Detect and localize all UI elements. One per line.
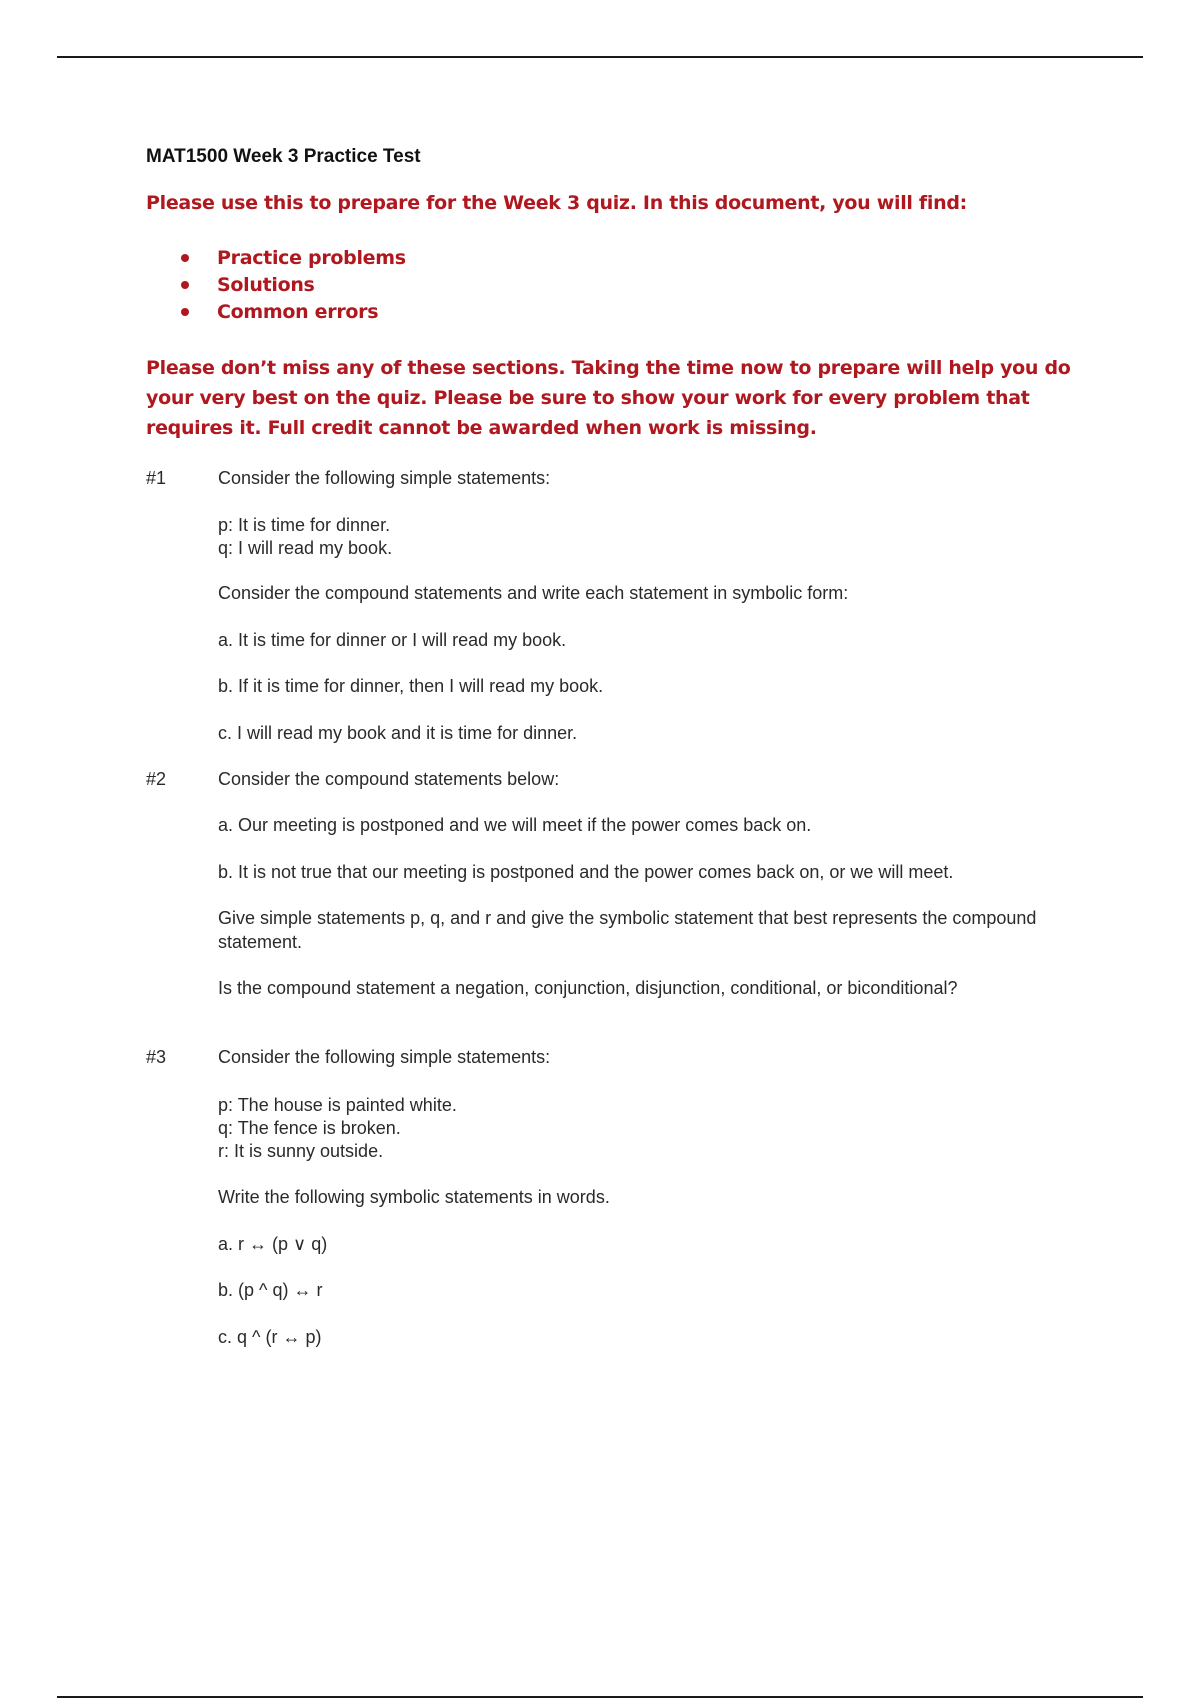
question-prompt: Consider the following simple statements: — [218, 468, 551, 488]
question-part: c. q ^ (r ↔ p) — [218, 1327, 322, 1347]
bullet-icon — [181, 281, 189, 289]
question-part: a. Our meeting is postponed and we will meet if the power comes back on. — [218, 815, 812, 835]
question-part: b. If it is time for dinner, then I will read my book. — [218, 676, 604, 696]
question-part: c. I will read my book and it is time for dinner. — [218, 723, 578, 743]
question-number: #3 — [146, 1047, 167, 1067]
question-part: a. r ↔ (p ∨ q) — [218, 1234, 328, 1254]
question-part: a. It is time for dinner or I will read my book. — [218, 630, 567, 650]
warning-paragraph: Please don’t miss any of these sections. Taking the time now to prepare will help you do your very best on the quiz. Please be sure to show your work for every problem that requires it. Full credit cannot be awarded when work is missing. — [146, 357, 1071, 439]
statement: p: It is time for dinner. — [218, 515, 391, 535]
simple-statements — [218, 514, 392, 560]
question-number: #1 — [146, 468, 167, 488]
statement: q: The fence is broken. — [218, 1118, 401, 1138]
question-prompt: Consider the compound statements below: — [218, 769, 560, 789]
simple-statements — [218, 1094, 457, 1163]
question-instruction: Consider the compound statements and write each statement in symbolic form: — [218, 583, 849, 603]
question-instruction: Write the following symbolic statements in words. — [218, 1187, 610, 1207]
question-number: #2 — [146, 769, 167, 789]
bullet-icon — [181, 254, 189, 262]
intro-text: Please use this to prepare for the Week 3 quiz. In this document, you will find: — [146, 192, 967, 214]
bullet-icon — [181, 308, 189, 316]
list-item: Practice problems — [181, 244, 406, 271]
list-item: Solutions — [181, 271, 406, 298]
statement: q: I will read my book. — [218, 538, 393, 558]
question-part: b. (p ^ q) ↔ r — [218, 1280, 323, 1300]
question-instruction: Give simple statements p, q, and r and give the symbolic statement that best represents the compound statement. — [218, 908, 1037, 952]
document-title: MAT1500 Week 3 Practice Test — [146, 146, 421, 167]
bullet-list — [181, 244, 406, 325]
question-prompt: Consider the following simple statements: — [218, 1047, 551, 1067]
statement: r: It is sunny outside. — [218, 1141, 384, 1161]
statement: p: The house is painted white. — [218, 1095, 457, 1115]
question-part: b. It is not true that our meeting is postponed and the power comes back on, or we will meet. — [218, 862, 954, 882]
header-rule — [57, 56, 1143, 58]
list-item: Common errors — [181, 298, 406, 325]
footer-rule — [57, 1696, 1143, 1698]
question-text: Is the compound statement a negation, conjunction, disjunction, conditional, or biconditional? — [218, 978, 958, 998]
